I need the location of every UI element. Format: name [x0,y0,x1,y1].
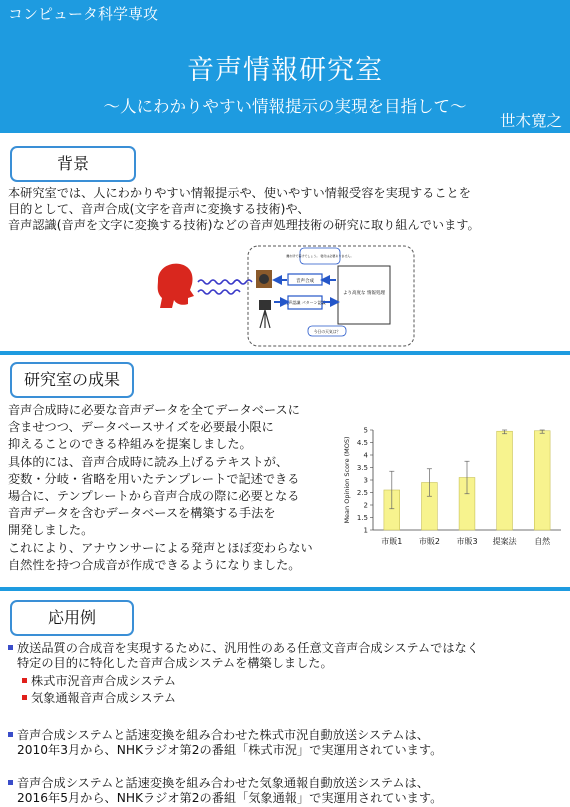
sound-wave-icon [234,280,252,284]
section-divider [0,351,570,355]
y-tick-label: 2.5 [356,489,368,497]
bullet-text: 音声合成システムと話速変換を組み合わせた株式市況自動放送システムは、 [17,728,429,742]
bullet-square-icon [22,678,27,683]
synthesis-box-label: 音声合成 [296,279,314,284]
background-line: 本研究室では、人にわかりやすい情報提示や、使いやすい情報受容を実現することを [8,186,471,200]
application-bullet [8,641,479,671]
x-tick-label: 提案法 [492,537,517,546]
results-text [8,402,313,574]
y-tick-label: 4 [363,451,368,460]
y-tick-label: 1.5 [356,514,368,522]
bullet-square-icon [22,695,27,700]
results-line: 自然性を持つ合成音が作成できるようになりました。 [8,557,301,572]
header-banner [0,0,570,133]
bullet-text: 放送品質の合成音を実現するために、汎用性のある任意文音声合成システムではなく [17,641,479,655]
y-axis-label: Mean Opinion Score (MOS) [343,436,351,524]
bullet-square-icon [8,780,13,785]
results-line: 変数・分岐・省略を用いたテンプレートで記述できる [8,471,300,486]
speech-processing-diagram [152,244,416,348]
section-heading-background: 背景 [10,146,136,182]
application-bullet [8,776,442,806]
bullet-text: 2016年5月から、NHKラジオ第2の番組「気象通報」で実運用されています。 [17,791,443,805]
y-tick-label: 1 [363,526,368,535]
y-tick-label: 5 [363,426,368,435]
y-tick-label: 3.5 [356,464,368,472]
background-text [8,185,480,233]
section-heading-results: 研究室の成果 [10,362,134,398]
bullet-square-icon [8,732,13,737]
results-line: 音声データを含むデータベースを構築する手法を [8,506,276,521]
department-label: コンピュータ科学専攻 [8,5,159,23]
section-heading-applications: 応用例 [10,600,134,636]
chart-bar [534,431,550,530]
mos-bar-chart [335,420,567,555]
chart-bar [497,431,513,530]
results-line: 具体的には、音声合成時に読み上げるテキストが、 [8,454,289,469]
speech-bubble-bottom: 今日の天気は？ [313,329,341,334]
application-subitems [22,673,176,707]
background-line: 音声認識(音声を文字に変換する技術)などの音声処理技術の研究に取り組んでいます。 [8,218,480,232]
microphone-icon [259,300,271,310]
subitem-text: 気象通報音声合成システム [31,691,177,705]
head-icon [158,264,194,308]
x-tick-label: 市販2 [418,537,440,546]
section-divider [0,587,570,591]
y-tick-label: 3 [363,476,368,485]
results-line: これにより、アナウンサーによる発声とほぼ変わらない [8,540,313,555]
speech-bubble-top: 離れ所で着けでしょう。 寝付は必要ありません。 [286,254,354,258]
x-tick-label: 自然 [534,537,551,546]
bullet-text: 2010年3月から、NHKラジオ第2の番組「株式市況」で実運用されています。 [17,743,443,757]
recognition-box-label: 音声認識 パターン認識 [284,300,326,305]
x-tick-label: 市販3 [456,537,478,546]
page-subtitle: ～人にわかりやすい情報提示の実現を目指して～ [103,97,467,116]
x-tick-label: 市販1 [381,537,403,546]
background-line: 目的として、音声合成(文字を音声に変換する技術)や、 [8,202,310,216]
results-line: 含ませつつ、データベースサイズを必要最小限に [8,420,274,435]
results-line: 場合に、テンプレートから音声合成の際に必要となる [8,489,300,504]
bullet-square-icon [8,645,13,650]
author-name: 世木寛之 [499,112,562,130]
y-tick-label: 2 [363,501,368,510]
results-line: 音声合成時に必要な音声データを全てデータベースに [8,403,300,417]
bullet-text: 特定の目的に特化した音声合成システムを構築しました。 [17,656,333,670]
application-bullet [8,728,442,758]
info-box-label: より高度な 情報処理 [343,291,385,296]
y-tick-label: 4.5 [356,439,368,447]
results-line: 開発しました。 [8,523,94,538]
results-line: 抑えることのできる枠組みを提案しました。 [8,437,252,452]
subitem-text: 株式市況音声合成システム [31,674,177,688]
sound-wave-icon [198,290,240,294]
page-title: 音声情報研究室 [187,55,383,86]
sound-wave-icon [198,280,240,284]
bullet-text: 音声合成システムと話速変換を組み合わせた気象通報自動放送システムは、 [17,776,429,790]
